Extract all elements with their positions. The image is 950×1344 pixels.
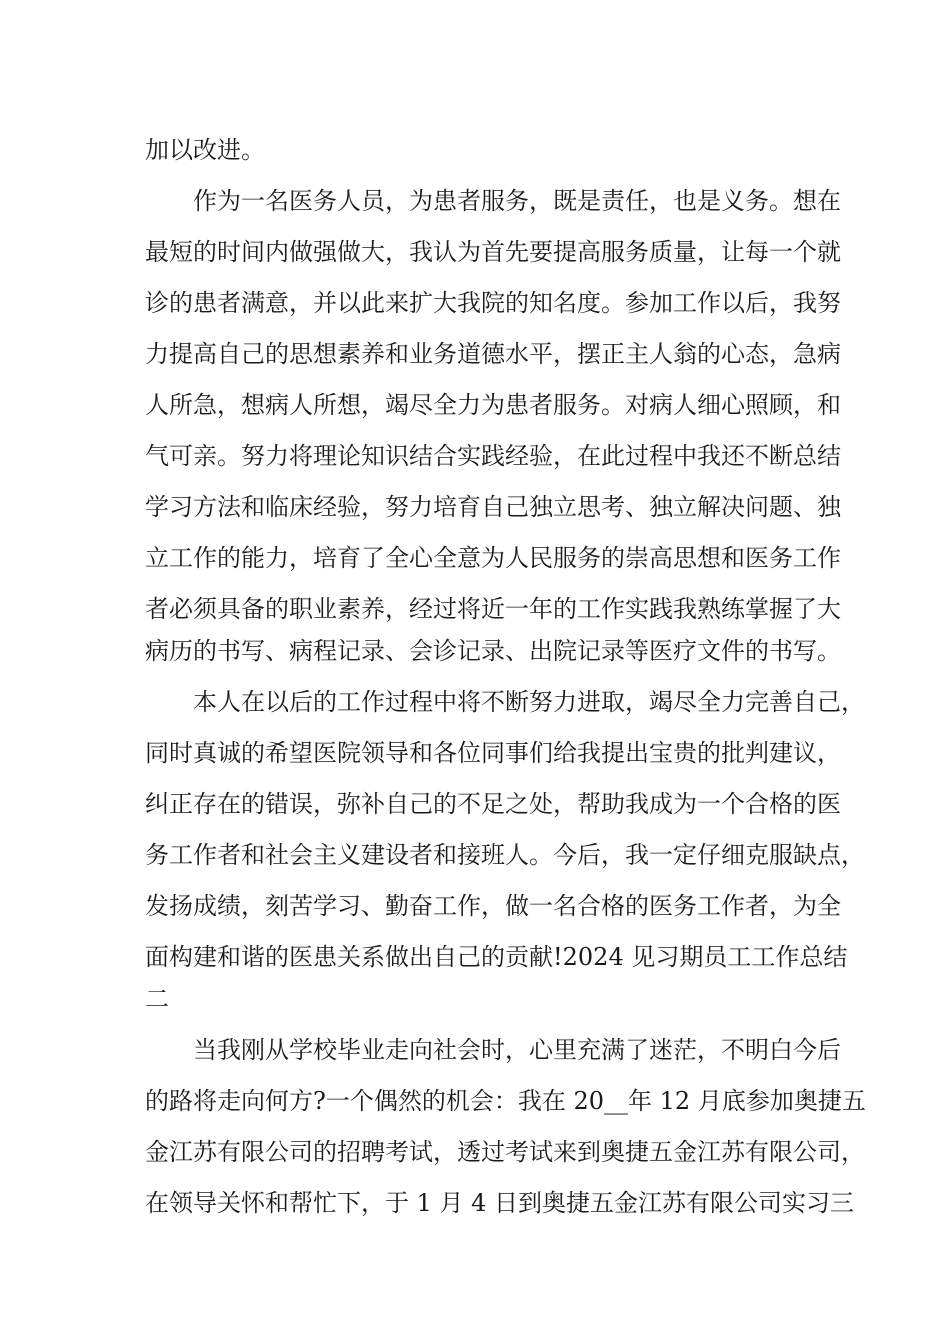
text-line: 二 [145, 985, 169, 1013]
text-line: 在领导关怀和帮忙下，于 1 月 4 日到奥捷五金江苏有限公司实习三 [145, 1189, 855, 1217]
text-line: 病历的书写、病程记录、会诊记录、出院记录等医疗文件的书写。 [145, 637, 841, 665]
text-line: 的路将走向何方?一个偶然的机会：我在 20__年 12 月底参加奥捷五 [145, 1087, 866, 1115]
text-line: 面构建和谐的医患关系做出自己的贡献!2024 见习期员工工作总结 [145, 943, 848, 971]
text-line: 最短的时间内做强做大，我认为首先要提高服务质量，让每一个就 [145, 238, 841, 266]
text-line: 诊的患者满意，并以此来扩大我院的知名度。参加工作以后，我努 [145, 289, 841, 317]
text-line: 发扬成绩，刻苦学习、勤奋工作，做一名合格的医务工作者，为全 [145, 892, 841, 920]
paragraph-start-line: 当我刚从学校毕业走向社会时，心里充满了迷茫，不明白今后 [193, 1036, 841, 1064]
text-line: 力提高自己的思想素养和业务道德水平，摆正主人翁的心态，急病 [145, 340, 841, 368]
text-line: 者必须具备的职业素养，经过将近一年的工作实践我熟练掌握了大 [145, 595, 841, 623]
text-line: 务工作者和社会主义建设者和接班人。今后，我一定仔细克服缺点， [145, 841, 865, 869]
text-line: 气可亲。努力将理论知识结合实践经验，在此过程中我还不断总结 [145, 442, 841, 470]
paragraph-start-line: 作为一名医务人员，为患者服务，既是责任，也是义务。想在 [193, 187, 841, 215]
text-line: 纠正存在的错误，弥补自己的不足之处，帮助我成为一个合格的医 [145, 790, 841, 818]
text-line: 立工作的能力，培育了全心全意为人民服务的崇高思想和医务工作 [145, 544, 841, 572]
text-line: 加以改进。 [145, 136, 265, 164]
text-line: 学习方法和临床经验，努力培育自己独立思考、独立解决问题、独 [145, 493, 841, 521]
text-line: 金江苏有限公司的招聘考试，透过考试来到奥捷五金江苏有限公司， [145, 1138, 865, 1166]
paragraph-start-line: 本人在以后的工作过程中将不断努力进取，竭尽全力完善自己， [193, 688, 865, 716]
text-line: 同时真诚的希望医院领导和各位同事们给我提出宝贵的批判建议， [145, 739, 841, 767]
text-line: 人所急，想病人所想，竭尽全力为患者服务。对病人细心照顾，和 [145, 391, 841, 419]
